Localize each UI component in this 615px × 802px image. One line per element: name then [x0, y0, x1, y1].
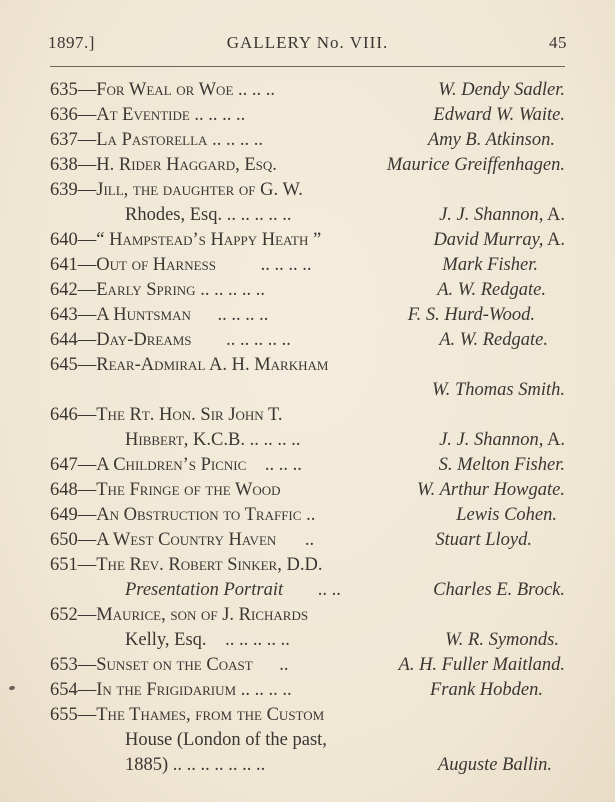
entry-artist: F. S. Hurd-Wood. [407, 305, 535, 325]
entry-number: 655— [50, 705, 97, 725]
entry-title: Jill, the daughter of G. W. [96, 180, 303, 200]
entry-title-continued: Rhodes, Esq. [125, 205, 223, 225]
entry-636 [50, 105, 565, 129]
entry-artist: A. W. Redgate. [439, 330, 548, 350]
entry-artist: Stuart Lloyd. [435, 530, 532, 550]
entry-artist: W. Dendy Sadler. [438, 80, 565, 100]
entry-637 [50, 130, 565, 154]
entry-number: 649— [50, 505, 97, 525]
entry-title: The Rt. Hon. Sir John T. [96, 405, 283, 425]
entry-title-continued: 1885) [125, 755, 169, 775]
entry-number: 643— [50, 305, 97, 325]
entry-647 [50, 455, 565, 479]
entry-artist: J. J. Shannon, [439, 205, 544, 225]
entry-646 [50, 405, 565, 454]
entry-654 [50, 680, 565, 704]
entry-651 [50, 555, 565, 604]
entry-artist: Charles E. Brock. [433, 580, 565, 600]
entry-artist: Amy B. Atkinson. [427, 130, 555, 150]
entry-number: 642— [50, 280, 97, 300]
entry-artist: J. J. Shannon, [439, 430, 544, 450]
entry-title-continued: House (London of the past, [125, 730, 327, 750]
entry-655 [50, 705, 565, 779]
entry-title: A Huntsman [96, 305, 191, 325]
leader-dots: .. .. .. .. [244, 430, 301, 450]
entry-number: 646— [50, 405, 97, 425]
artist-suffix: A. [543, 430, 565, 450]
leader-dots: .. .. .. .. .. [195, 280, 265, 300]
entry-645 [50, 355, 565, 404]
entry-artist: A. H. Fuller Maitland. [398, 655, 565, 675]
page-number: 45 [549, 33, 567, 52]
entry-644 [50, 330, 565, 354]
leader-dots: .. [274, 655, 289, 675]
entry-653 [50, 655, 565, 679]
entry-artist: Mark Fisher. [442, 255, 538, 275]
entry-title: Rear-Admiral A. H. Markham [96, 355, 329, 375]
entry-title: An Obstruction to Traffic [96, 505, 302, 525]
entry-title: A Children’s Picnic [96, 455, 247, 475]
entry-number: 640— [50, 230, 97, 250]
entry-number: 635— [50, 80, 97, 100]
entry-artist-wrap [439, 430, 565, 451]
entry-artist: W. Thomas Smith. [432, 380, 565, 400]
entry-number: 652— [50, 605, 97, 625]
entry-title: Out of Harness [96, 255, 217, 275]
leader-dots: .. .. .. .. [212, 305, 269, 325]
artist-suffix: A. [543, 205, 565, 225]
entry-number: 654— [50, 680, 97, 700]
entry-artist-wrap [433, 230, 565, 251]
entry-artist: Maurice Greiffenhagen. [386, 155, 565, 175]
entry-artist: Frank Hobden. [429, 680, 543, 700]
entry-number: 648— [50, 480, 97, 500]
entry-subtitle: Presentation Portrait [125, 580, 284, 600]
entry-title: Early Spring [96, 280, 196, 300]
entry-number: 641— [50, 255, 97, 275]
entry-number: 636— [50, 105, 97, 125]
header-title: GALLERY No. VIII. [226, 33, 389, 52]
entry-title: The Thames, from the Custom [96, 705, 325, 725]
entry-title-continued: Kelly, Esq. [125, 630, 207, 650]
entry-635 [50, 80, 565, 104]
leader-dots: .. .. .. .. .. .. .. [168, 755, 266, 775]
entry-number: 650— [50, 530, 97, 550]
leader-dots: .. .. .. .. .. [220, 630, 290, 650]
entry-number: 653— [50, 655, 97, 675]
leader-dots: .. .. .. [233, 80, 276, 100]
entry-title: The Rev. Robert Sinker, D.D. [96, 555, 323, 575]
leader-dots: .. [300, 530, 315, 550]
entry-642 [50, 280, 565, 304]
entry-artist: W. Arthur Howgate. [416, 480, 565, 500]
entry-number: 647— [50, 455, 97, 475]
entry-title-continued: Hibbert, K.C.B. [125, 430, 245, 450]
entry-650 [50, 530, 565, 554]
leader-dots: .. .. .. .. .. [221, 330, 291, 350]
entry-title: “ Hampstead’s Happy Heath ” [96, 230, 322, 250]
entry-artist: Auguste Ballin. [437, 755, 552, 775]
entry-title: H. Rider Haggard, Esq. [96, 155, 277, 175]
entry-number: 637— [50, 130, 97, 150]
entry-641 [50, 255, 565, 279]
entry-title: Sunset on the Coast [96, 655, 253, 675]
entry-640 [50, 230, 565, 254]
entry-title: Maurice, son of J. Richards [96, 605, 309, 625]
entry-title: La Pastorella [96, 130, 208, 150]
leader-dots: .. .. .. .. .. [222, 205, 292, 225]
entry-639 [50, 180, 565, 229]
leader-dots: .. .. .. [260, 455, 302, 475]
entry-artist: Edward W. Waite. [433, 105, 565, 125]
entry-number: 639— [50, 180, 97, 200]
header-rule [50, 66, 565, 67]
leader-dots: .. .. .. .. [256, 255, 312, 275]
leader-dots: .. .. .. .. [236, 680, 292, 700]
entry-number: 644— [50, 330, 97, 350]
entry-title: The Fringe of the Wood [96, 480, 281, 500]
page-header [48, 33, 567, 59]
entry-648 [50, 480, 565, 504]
entry-artist: S. Melton Fisher. [438, 455, 565, 475]
entry-artist-wrap [439, 205, 565, 226]
ink-mark [8, 685, 15, 691]
entry-title: At Eventide [96, 105, 190, 125]
entry-artist: Lewis Cohen. [456, 505, 557, 525]
entry-artist: W. R. Symonds. [445, 630, 559, 650]
entry-title: For Weal or Woe [96, 80, 234, 100]
entry-title: In the Frigidarium [96, 680, 237, 700]
leader-dots: .. .. .. .. [207, 130, 263, 150]
artist-suffix: A. [543, 230, 565, 250]
entry-title: Day-Dreams [96, 330, 192, 350]
entry-643 [50, 305, 565, 329]
entry-649 [50, 505, 565, 529]
entry-title: A West Country Haven [96, 530, 277, 550]
leader-dots: .. [301, 505, 316, 525]
leader-dots: .. .. [313, 580, 341, 600]
entry-652 [50, 605, 565, 654]
entry-number: 645— [50, 355, 97, 375]
entry-artist: David Murray, [433, 230, 544, 250]
entry-638 [50, 155, 565, 179]
entry-number: 638— [50, 155, 97, 175]
entry-artist: A. W. Redgate. [437, 280, 546, 300]
leader-dots: .. .. .. .. [189, 105, 246, 125]
header-year: 1897.] [48, 33, 95, 52]
entry-number: 651— [50, 555, 97, 575]
